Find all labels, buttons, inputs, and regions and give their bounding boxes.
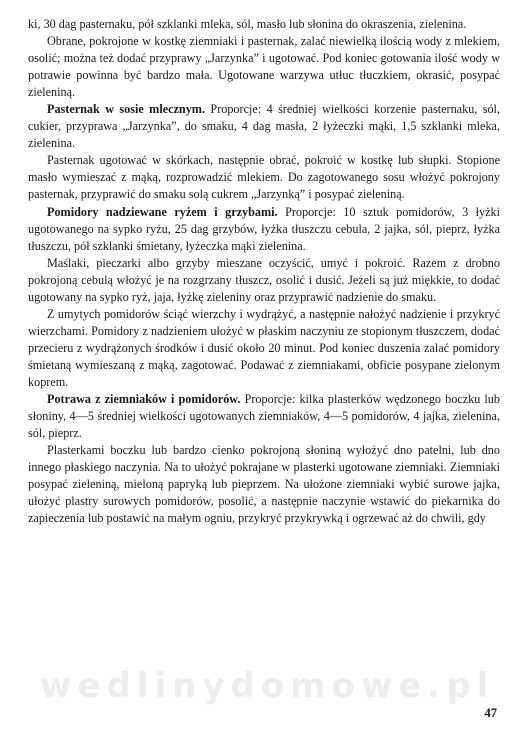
paragraph xyxy=(28,101,500,152)
paragraph xyxy=(28,255,500,306)
paragraph xyxy=(28,152,500,203)
watermark: wedlinydomowe.pl xyxy=(40,666,495,706)
paragraph-text: Pasternak ugotować w skórkach, następnie obrać, pokroić w kostkę lub słupki. Stopione masło wymieszać z mąką, rozprowadzić mlekiem. Do zagotowanego sosu włożyć pokrojony pasternak, przyprawić do smaku solą cukrem „Jarzynką” i posypać zieleniną. xyxy=(28,153,500,202)
paragraph-text: Plasterkami boczku lub bardzo cienko pokrojoną słoniną wyłożyć dno patelni, lub dno innego płaskiego naczynia. Na to ułożyć pokrajane w plasterki ugotowane ziemniaki. Ziemniaki posypać zieleniną, mieloną papryką lub pieprzem. Na ułożone ziemniaki wybić surowe jajka, ułożyć plastry surowych pomidorów, posolić, a następnie naczynie wstawić do piekarnika do zapieczenia lub postawić na małym ogniu, przykryć przykrywką i ogrzewać aż do chwili, gdy xyxy=(28,443,500,526)
paragraph xyxy=(28,33,500,101)
paragraph-text: Proporcje: kilka plasterków wędzonego boczku lub słoniny, 4—5 średniej wielkości ugotowanych ziemniaków, 4—5 pomidorów, 4 jajka, zielenina, sól, pieprz. xyxy=(28,392,500,441)
recipe-heading: Potrawa z ziemniaków i pomidorów. xyxy=(47,392,241,407)
recipe-heading: Pomidory nadziewane ryżem i grzybami. xyxy=(47,204,278,219)
paragraph xyxy=(28,306,500,391)
paragraph-text: Proporcje: 10 sztuk pomidorów, 3 łyżki ugotowanego na sypko ryżu, 25 dag grzybów, łyżka tłuszczu cebula, 2 jajka, sól, pieprz, łyżka tłuszczu, pół szklanki śmietany, łyżeczka mąki zielenina. xyxy=(28,204,500,253)
paragraph xyxy=(28,442,500,527)
paragraph xyxy=(28,16,500,33)
paragraph-text: ki, 30 dag pasternaku, pół szklanki mleka, sól, masło lub słonina do okraszenia, zielenina. xyxy=(28,17,467,31)
paragraph-text: Obrane, pokrojone w kostkę ziemniaki i pasternak, zalać niewielką ilością wody z mlekiem, osolić; można też dodać przyprawy „Jarzynka” i ugotować. Pod koniec gotowania ilość wody w potrawie powinna być bardzo mała. Ugotowane warzywa utłuc tłuczkiem, okrasić, posypać zieleniną. xyxy=(28,34,500,100)
paragraph-text: Proporcje: 4 średniej wielkości korzenie pasternaku, sól, cukier, przyprawa „Jarzynka”, do smaku, 4 dag masła, 2 łyżeczki mąki, 1,5 szklanki mleka, zielenina. xyxy=(28,102,500,151)
paragraph-text: Maślaki, pieczarki albo grzyby mieszane oczyścić, umyć i pokroić. Razem z drobno pokrojoną cebulą włożyć je na rozgrzany tłuszcz, osolić i dusić. Jeżeli są już miękkie, to dodać ugotowany na sypko ryż, jaja, łyżkę zieleniny oraz przyprawić nadzienie do smaku. xyxy=(28,255,500,304)
recipe-heading: Pasternak w sosie mlecznym. xyxy=(47,102,206,117)
paragraph xyxy=(28,391,500,442)
paragraph xyxy=(28,204,500,255)
page-body xyxy=(28,16,500,527)
page-number: 47 xyxy=(484,706,497,720)
paragraph-text: Z umytych pomidorów ściąć wierzchy i wydrążyć, a następnie nałożyć nadzienie i przykryć wierzchami. Pomidory z nadzieniem ułożyć w płaskim naczyniu ze stopionym tłuszczem, dodać przecieru z wydrążonych środków i dusić około 20 minut. Pod koniec duszenia zalać pomidory śmietaną wymieszaną z mąką, zagotować. Podawać z ziemniakami, obficie posypane zielonym koprem. xyxy=(28,306,500,389)
